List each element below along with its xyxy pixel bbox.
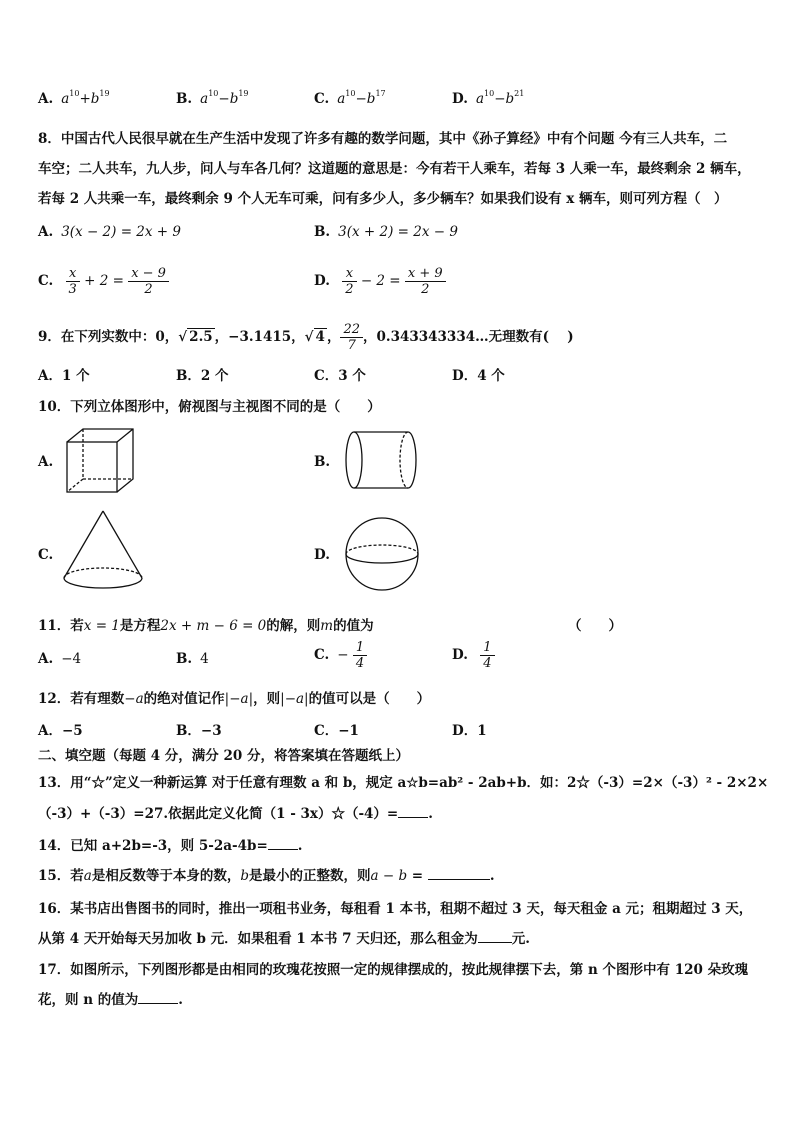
answer-blank[interactable]: [398, 805, 428, 818]
q8-line-2: 车空；二人共车，九人步，问人与车各几何？这道题的意思是：今有若干人乘车，若每 3 人乘一车，最终剩余 2 辆车，: [38, 161, 751, 177]
q8-option-b: B. 3(x + 2) = 2x − 9: [314, 224, 458, 240]
q11-option-b: B. 4: [176, 651, 209, 667]
q12-option-b: B．−3: [176, 723, 222, 739]
q11-option-c: C. − $\frac{1}{4}$: [314, 640, 367, 671]
q7-option-b: B. $a^{10}-b^{19}$: [176, 89, 249, 107]
sqrt: √ 2.5: [178, 329, 213, 345]
q8-option-d: D. $\frac{x}{2}$ − 2 = $\frac{x + 9}{2}$: [314, 266, 446, 297]
q8-option-c: C. $\frac{x}{3}$ + 2 = $\frac{x - 9}{2}$: [38, 266, 169, 297]
q12-option-c: C．−1: [314, 723, 359, 739]
q13-line-2: （-3）+（-3）=27.依据此定义化简（1 - 3x）☆（-4）= .: [38, 806, 433, 822]
fraction: $\frac{x}{2}$: [342, 266, 356, 297]
q10-option-c-label: C.: [38, 547, 54, 563]
q10-option-d-label: D.: [314, 547, 330, 563]
q17-line-2: 花，则 n 的值为 .: [38, 992, 183, 1008]
q11-question: 11．若x = 1是方程2x + m − 6 = 0的解，则m的值为: [38, 618, 374, 634]
q12-option-d: D．1: [452, 723, 487, 739]
q9-question: 9．在下列实数中：0，√ 2.5 ，−3.1415，√ 4 ， $\frac{22}{7}$ ，0.343343334…无理数有( ): [38, 322, 574, 353]
q9-option-a: A．1 个: [38, 368, 90, 384]
answer-blank[interactable]: [138, 991, 178, 1004]
q11-option-d: D. $\frac{1}{4}$: [452, 640, 495, 671]
cube-figure: [64, 426, 136, 496]
q12-option-a: A．−5: [38, 723, 83, 739]
q7-option-d: D. $a^{10}-b^{21}$: [452, 89, 525, 107]
q8-option-a: A. 3(x − 2) = 2x + 9: [38, 224, 181, 240]
q9-option-d: D．4 个: [452, 368, 505, 384]
q14-question: 14．已知 a+2b=-3，则 5-2a-4b= .: [38, 838, 303, 854]
q13-line-1: 13．用“☆”定义一种新运算 对于任意有理数 a 和 b，规定 a☆b=ab² - 2ab+b．如：2☆（-3）=2×（-3）² - 2×2×: [38, 775, 769, 791]
answer-blank[interactable]: [428, 867, 490, 880]
q10-option-b-label: B.: [314, 454, 331, 470]
q10-option-a-label: A.: [38, 454, 54, 470]
q17-line-1: 17．如图所示，下列图形都是由相同的玫瑰花按照一定的规律摆成的，按此规律摆下去，第 n 个图形中有 120 朵玫瑰: [38, 962, 749, 978]
cone-figure: [60, 508, 146, 594]
section-heading: 二、填空题（每题 4 分，满分 20 分，将答案填在答题纸上）: [38, 748, 409, 764]
q8-line-3: 若每 2 人共乘一车，最终剩余 9 个人无车可乘，问有多少人，多少辆车？如果我们设有 x 辆车，则可列方程（ ）: [38, 191, 728, 207]
answer-blank[interactable]: [268, 837, 298, 850]
fraction: $\frac{x - 9}{2}$: [128, 266, 169, 297]
fraction: $\frac{x + 9}{2}$: [405, 266, 446, 297]
q12-question: 12．若有理数−a的绝对值记作|−a|，则|−a|的值可以是（ ）: [38, 691, 431, 707]
fraction: $\frac{1}{4}$: [353, 640, 367, 671]
q8-line-1: 8．中国古代人民很早就在生产生活中发现了许多有趣的数学问题，其中《孙子算经》中有个问题 今有三人共车，二: [38, 131, 728, 147]
q9-option-c: C．3 个: [314, 368, 366, 384]
q7-option-a: A. $a^{10}+b^{19}$: [38, 89, 110, 107]
fraction: $\frac{22}{7}$: [340, 322, 363, 353]
q11-answer-paren: （ ）: [568, 618, 622, 634]
answer-blank[interactable]: [478, 930, 512, 943]
q7-option-c: C. $a^{10}-b^{17}$: [314, 89, 386, 107]
q15-question: 15．若a是相反数等于本身的数，b是最小的正整数，则a − b = .: [38, 868, 495, 884]
q16-line-1: 16．某书店出售图书的同时，推出一项租书业务，每租看 1 本书，租期不超过 3 天，每天租金 a 元；租期超过 3 天，: [38, 901, 753, 917]
sphere-figure: [342, 514, 422, 594]
cylinder-figure: [342, 428, 422, 492]
sqrt: √ 4: [304, 329, 325, 345]
fraction: $\frac{1}{4}$: [480, 640, 494, 671]
q16-line-2: 从第 4 天开始每天另加收 b 元．如果租看 1 本书 7 天归还，那么租金为 元.: [38, 931, 530, 947]
fraction: $\frac{x}{3}$: [66, 266, 80, 297]
q11-option-a: A. −4: [38, 651, 82, 667]
q10-question: 10．下列立体图形中，俯视图与主视图不同的是（ ）: [38, 399, 381, 415]
q9-option-b: B．2 个: [176, 368, 229, 384]
